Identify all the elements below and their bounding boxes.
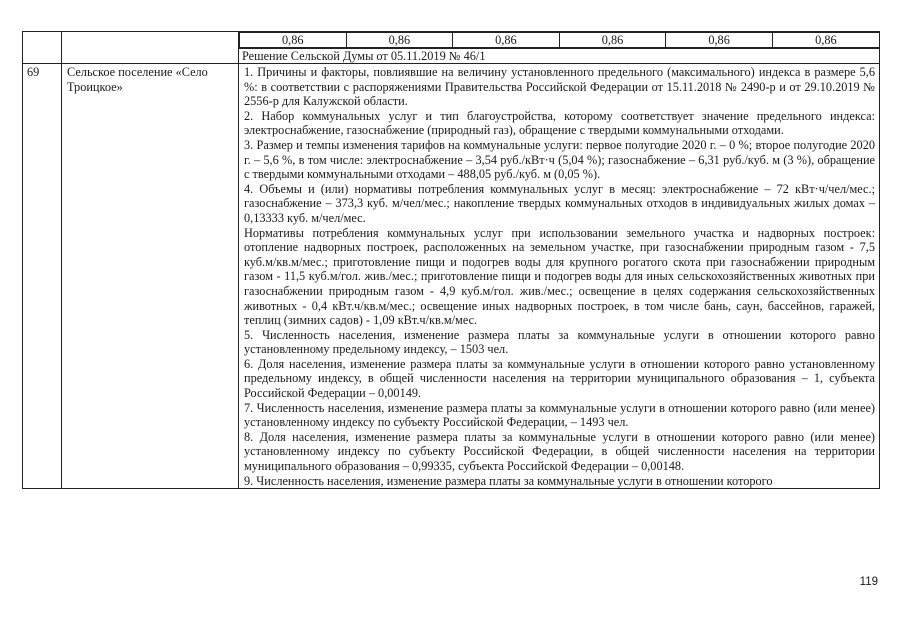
paragraph-services: 2. Набор коммунальных услуг и тип благоустройства, которому соответствует значение предельного индекса: электроснабжение, газоснабжение (природный газ), обращение с твердыми коммунальными отходами.	[244, 108, 875, 138]
paragraph-population-less: 7. Численность населения, изменение размера платы за коммунальные услуги в отношении которого равно (или менее) установленному индексу по субъекту Российской Федерации, – 1493 чел.	[244, 400, 875, 430]
value-cell: 0,86	[453, 33, 560, 48]
value-cell: 0,86	[559, 33, 666, 48]
value-cell: 0,86	[666, 33, 773, 48]
paragraph-consumption: 4. Объемы и (или) нормативы потребления коммунальных услуг в месяц: электроснабжение – 72 кВт·ч/чел/мес.; газоснабжение – 373,3 куб. м/чел/мес.; накопление твердых коммунальных отходов в индивидуальных жилых домах – 0,13333 куб. м/чел/мес.	[244, 181, 875, 225]
page-number: 119	[859, 576, 878, 588]
values-grid	[239, 32, 879, 48]
paragraph-share-less: 8. Доля населения, изменение размера платы за коммунальные услуги в отношении которого равно (или менее) установленному индексу по субъекту Российской Федерации, в общей численности населения на территории муниципального образования – 0,99335, субъекта Российской Федерации – 0,00148.	[244, 429, 875, 474]
value-cell: 0,86	[240, 33, 347, 48]
paragraph-norms: Нормативы потребления коммунальных услуг при использовании земельного участка и надворных построек: отопление надворных построек, расположенных на земельном участке, при газоснабжении природным газом - 7,5 куб.м/кв.м/мес.; приготовление пищи и подогрев воды для крупного рогатого скота при газоснабжении природным газом - 11,5 куб.м/гол. жив./мес.; приготовление пищи и подогрев воды для иных сельскохозяйственных животных при газоснабжении природным газом - 4,9 куб.м/гол. жив./мес.; освещение в целях содержания сельскохозяйственных животных - 0,4 кВт.ч/кв.м/мес.; освещение иных надворных построек, в том числе бань, саун, бассейнов, гаражей, теплиц (зимних садов) - 1,09 кВт.ч/кв.м/мес.	[244, 225, 875, 328]
previous-row-number-cell	[23, 32, 62, 64]
document-table	[22, 31, 880, 489]
paragraph-population-continued: 9. Численность населения, изменение размера платы за коммунальные услуги в отношении которого	[244, 473, 773, 488]
row-number: 69	[23, 64, 62, 489]
decision-reference: Решение Сельской Думы от 05.11.2019 № 46/1	[239, 48, 879, 63]
paragraph-reasons: 1. Причины и факторы, повлиявшие на величину установленного предельного (максимального) индекса в размере 5,6 %: в соответствии с распоряжениями Правительства Российской Федерации от 15.11.2018 № 2490-р и от 29.10.2019 № 2556-р для Калужской области.	[244, 65, 875, 109]
value-cell: 0,86	[772, 33, 879, 48]
paragraph-population-equal: 5. Численность населения, изменение размера платы за коммунальные услуги в отношении которого равно установленному предельному индексу, – 1503 чел.	[244, 327, 875, 357]
table-row	[23, 64, 880, 489]
settlement-name: Сельское поселение «Село Троицкое»	[62, 64, 239, 489]
paragraph-tariffs: 3. Размер и темпы изменения тарифов на коммунальные услуги: первое полугодие 2020 г. – 0 %; второе полугодие 2020 г. – 5,6 %, в том числе: электроснабжение – 3,54 руб./кВт·ч (5,04 %); газоснабжение – 6,31 руб./куб. м (3 %), обращение с твердыми коммунальными отходами – 488,05 руб./куб. м (0,05 %).	[244, 137, 875, 182]
previous-row-content-cell	[239, 32, 880, 64]
row-details	[239, 64, 880, 489]
value-cell: 0,86	[346, 33, 453, 48]
previous-row-end	[23, 32, 880, 64]
paragraph-share-equal: 6. Доля населения, изменение размера платы за коммунальные услуги в отношении которого равно установленному предельному индексу, в общей численности населения на территории муниципального образования – 1, субъекта Российской Федерации – 0,00149.	[244, 356, 875, 401]
previous-row-name-cell	[62, 32, 239, 64]
